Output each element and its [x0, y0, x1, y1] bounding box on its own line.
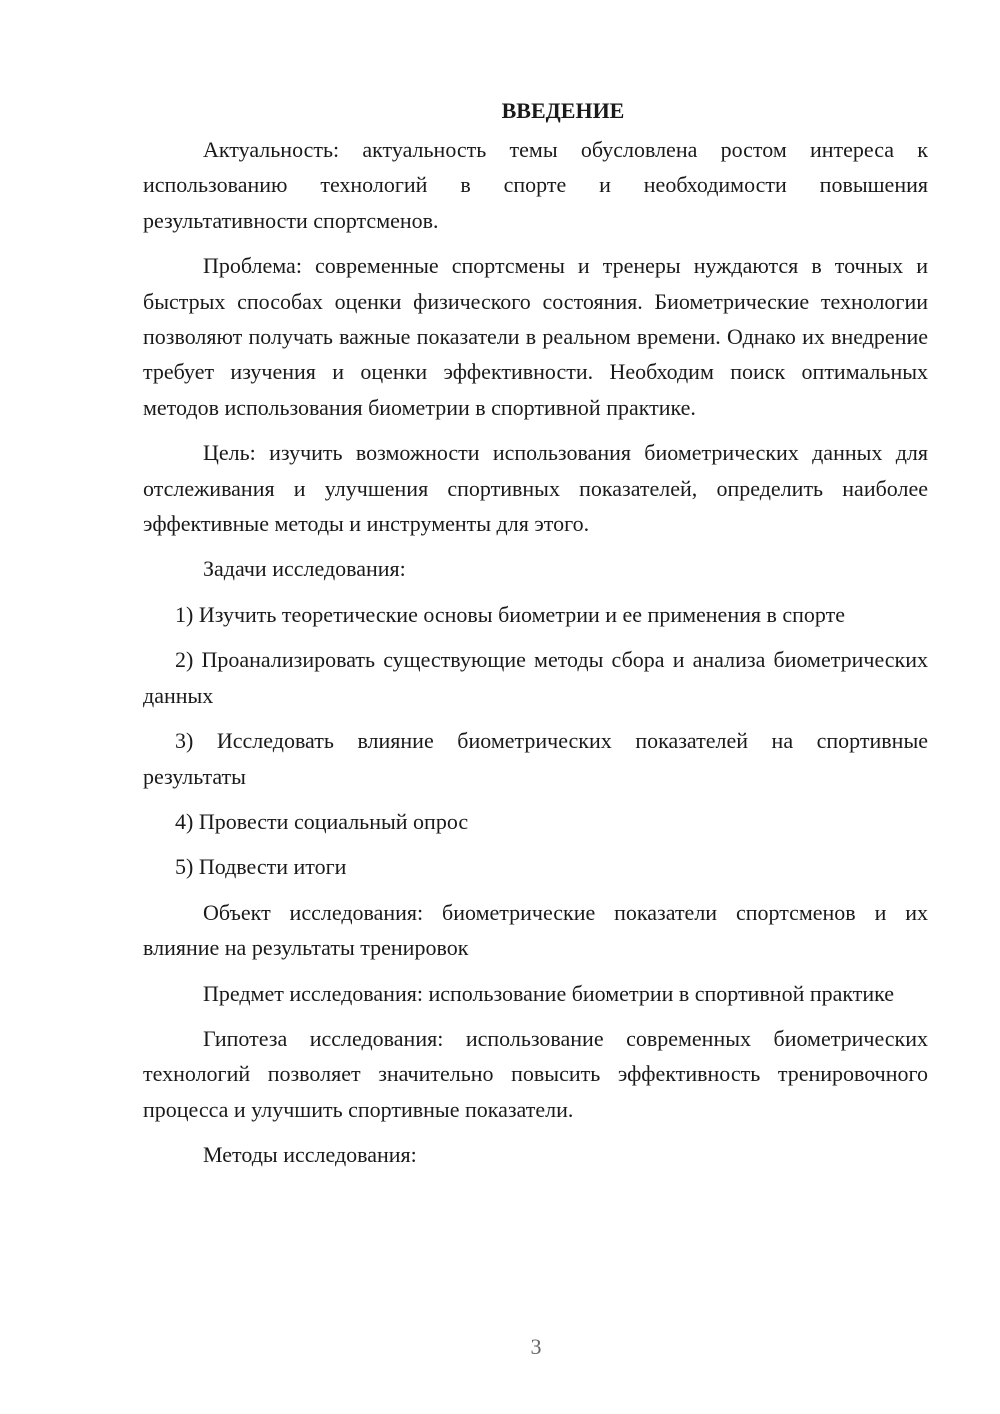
paragraph-goal: Цель: изучить возможности использования биометрических данных для отслеживания и улучшения спортивных показателей, определить наиболее эффективные методы и инструменты для этого. — [143, 440, 928, 537]
task-item-2: 2) Проанализировать существующие методы сбора и анализа биометрических данных — [143, 647, 928, 708]
task-item-5: 5) Подвести итоги — [175, 854, 347, 880]
paragraph-subject: Предмет исследования: использование биометрии в спортивной практике — [203, 980, 895, 1006]
task-item-4: 4) Провести социальный опрос — [175, 808, 469, 834]
section-heading: ВВЕДЕНИЕ — [501, 98, 625, 123]
task-item-3: 3) Исследовать влияние биометрических показателей на спортивные результаты — [143, 728, 928, 789]
tasks-title: Задачи исследования: — [203, 556, 406, 582]
paragraph-relevance: Актуальность: актуальность темы обусловлена ростом интереса к использованию технологий в спорте и необходимости повышения результативности спортсменов. — [143, 137, 928, 233]
document-page — [143, 93, 928, 1183]
paragraph-problem: Проблема: современные спортсмены и тренеры нуждаются в точных и быстрых способах оценки физического состояния. Биометрические технологии позволяют получать важные показатели в реальном времени. Однако их внедрение требует изучения и оценки эффективности. Необходим поиск оптимальных методов использования биометрии в спортивной практике. — [143, 253, 928, 420]
page-number: 3 — [530, 1334, 542, 1359]
task-item-1: 1) Изучить теоретические основы биометрии и ее применения в спорте — [175, 601, 846, 627]
methods-title: Методы исследования: — [203, 1142, 417, 1168]
paragraph-hypothesis: Гипотеза исследования: использование современных биометрических технологий позволяет значительно повысить эффективность тренировочного процесса и улучшить спортивные показатели. — [143, 1025, 928, 1122]
paragraph-object: Объект исследования: биометрические показатели спортсменов и их влияние на результаты тренировок — [143, 899, 928, 961]
